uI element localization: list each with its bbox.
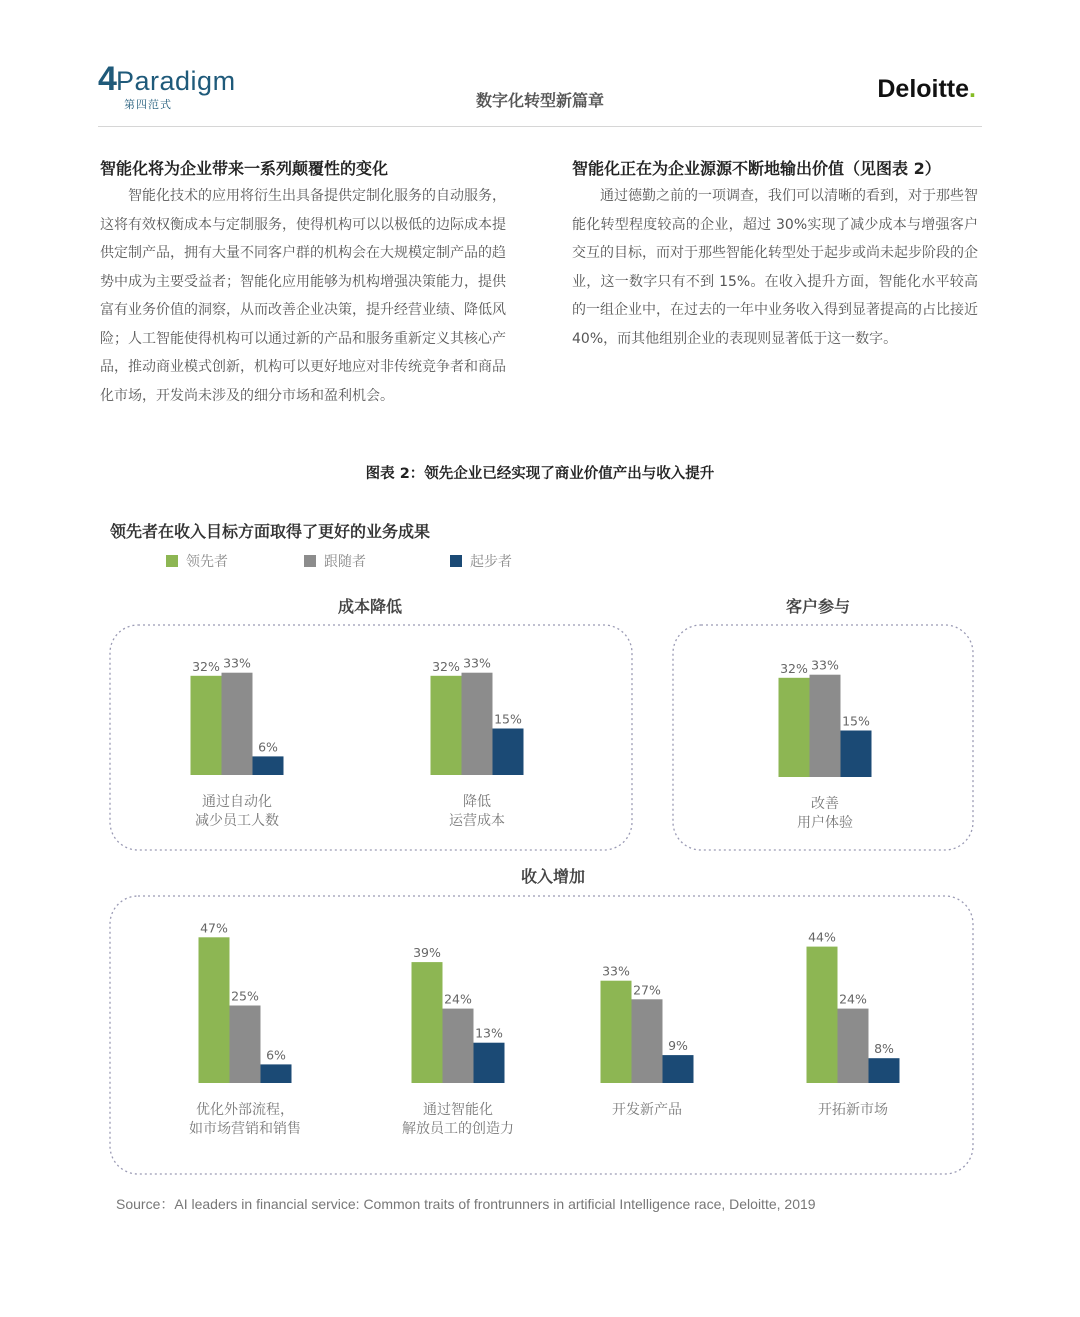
bar-2-3-0	[807, 947, 838, 1083]
bar-0-0-0	[191, 676, 222, 775]
data-label-2-0-2: 6%	[266, 1047, 286, 1063]
left-column-heading: 智能化将为企业带来一系列颠覆性的变化	[100, 159, 389, 178]
panel-title-1: 客户参与	[785, 597, 851, 616]
data-label-0-1-0: 32%	[432, 658, 460, 674]
page-header-title: 数字化转型新篇章	[475, 91, 604, 110]
category-label-2-3-0: 开拓新市场	[818, 1102, 888, 1118]
logo-mark: 4	[98, 60, 117, 98]
bar-0-1-1	[462, 673, 493, 775]
category-label-2-1-1: 解放员工的创造力	[402, 1121, 514, 1137]
bar-0-1-2	[493, 729, 524, 776]
bar-2-2-0	[601, 981, 632, 1083]
category-label-2-0-0: 优化外部流程，	[196, 1102, 294, 1118]
data-label-0-0-1: 33%	[223, 655, 251, 671]
source-note: Source：AI leaders in financial service: Common traits of frontrunners in artificial Intelligence race, Deloitte, 2019	[116, 1196, 816, 1212]
data-label-0-1-2: 15%	[494, 711, 522, 727]
data-label-2-0-1: 25%	[231, 988, 259, 1004]
bar-2-0-1	[230, 1006, 261, 1084]
data-label-0-0-2: 6%	[258, 739, 278, 755]
bar-2-3-1	[838, 1009, 869, 1083]
logo-subtitle: 第四范式	[124, 98, 172, 111]
left-column-body: 智能化技术的应用将衍生出具备提供定制化服务的自动服务，这将有效权衡成本与定制服务，使得机构可以以极低的边际成本提供定制产品，拥有大量不同客户群的机构会在大规模定制产品的趋势中成为主要受益者；智能化应用能够为机构增强决策能力，提供富有业务价值的洞察，从而改善企业决策，提升经营业绩、降低风险；人工智能使得机构可以通过新的产品和服务重新定义其核心产品，推动商业模式创新，机构可以更好地应对非传统竞争者和商品化市场，开发尚未涉及的细分市场和盈利机会。	[100, 188, 506, 404]
category-label-0-1-0: 降低	[463, 794, 491, 810]
bar-2-1-2	[474, 1043, 505, 1083]
bar-0-0-1	[222, 673, 253, 775]
legend-label-leaders: 领先者	[186, 554, 228, 570]
chart-subtitle: 领先者在收入目标方面取得了更好的业务成果	[110, 522, 431, 541]
data-label-2-3-0: 44%	[808, 929, 836, 945]
right-column-body: 通过德勤之前的一项调查，我们可以清晰的看到，对于那些智能化转型程度较高的企业，超过 30%实现了减少成本与增强客户交互的目标，而对于那些智能化转型处于起步或尚未起步阶段的企业，这一数字只有不到 15%。在收入提升方面，智能化水平较高的一组企业中，在过去的一年中业务收入得到显著提高的占比接近 40%，而其他组别企业的表现则显著低于这一数字。	[572, 188, 978, 347]
data-label-2-2-2: 9%	[668, 1038, 688, 1054]
category-label-0-0-0: 通过自动化	[202, 794, 272, 810]
data-label-2-3-2: 8%	[874, 1041, 894, 1057]
category-label-2-0-1: 如市场营销和销售	[189, 1121, 301, 1137]
data-label-2-1-2: 13%	[475, 1025, 503, 1041]
data-label-2-2-0: 33%	[602, 963, 630, 979]
data-label-0-0-0: 32%	[192, 658, 220, 674]
category-label-0-1-1: 运营成本	[449, 813, 505, 829]
data-label-1-0-1: 33%	[811, 657, 839, 673]
bar-1-0-2	[841, 731, 872, 778]
data-label-2-3-1: 24%	[839, 991, 867, 1007]
data-label-0-1-1: 33%	[463, 655, 491, 671]
category-label-2-1-0: 通过智能化	[423, 1102, 493, 1118]
data-label-1-0-0: 32%	[780, 660, 808, 676]
legend-label-followers: 跟随者	[324, 554, 366, 570]
data-label-2-0-0: 47%	[200, 920, 228, 936]
bar-2-1-0	[412, 962, 443, 1083]
bar-2-2-1	[632, 999, 663, 1083]
bar-2-3-2	[869, 1058, 900, 1083]
data-label-2-2-1: 27%	[633, 982, 661, 998]
bar-0-1-0	[431, 676, 462, 775]
data-label-2-1-1: 24%	[444, 991, 472, 1007]
bar-1-0-1	[810, 675, 841, 777]
bar-2-0-2	[261, 1064, 292, 1083]
category-label-1-0-0: 改善	[811, 796, 839, 812]
deloitte-wordmark: Deloitte	[877, 75, 970, 103]
category-label-0-0-1: 减少员工人数	[195, 813, 279, 829]
bar-2-0-0	[199, 937, 230, 1083]
figure-title: 图表 2：领先企业已经实现了商业价值产出与收入提升	[365, 466, 715, 482]
data-label-2-1-0: 39%	[413, 945, 441, 961]
bar-2-2-2	[663, 1055, 694, 1083]
panel-title-2: 收入增加	[520, 867, 586, 886]
category-label-1-0-1: 用户体验	[797, 815, 853, 831]
legend-label-beginners: 起步者	[470, 554, 512, 570]
panel-frame-0	[110, 625, 632, 850]
category-label-2-2-0: 开发新产品	[612, 1102, 682, 1118]
bar-0-0-2	[253, 756, 284, 775]
deloitte-dot: .	[969, 75, 976, 103]
logo-wordmark: Paradigm	[116, 66, 236, 96]
bar-2-1-1	[443, 1009, 474, 1083]
right-column-heading: 智能化正在为企业源源不断地输出价值（见图表 2）	[572, 159, 941, 178]
panel-title-0: 成本降低	[337, 597, 403, 616]
data-label-1-0-2: 15%	[842, 713, 870, 729]
bar-1-0-0	[779, 678, 810, 777]
